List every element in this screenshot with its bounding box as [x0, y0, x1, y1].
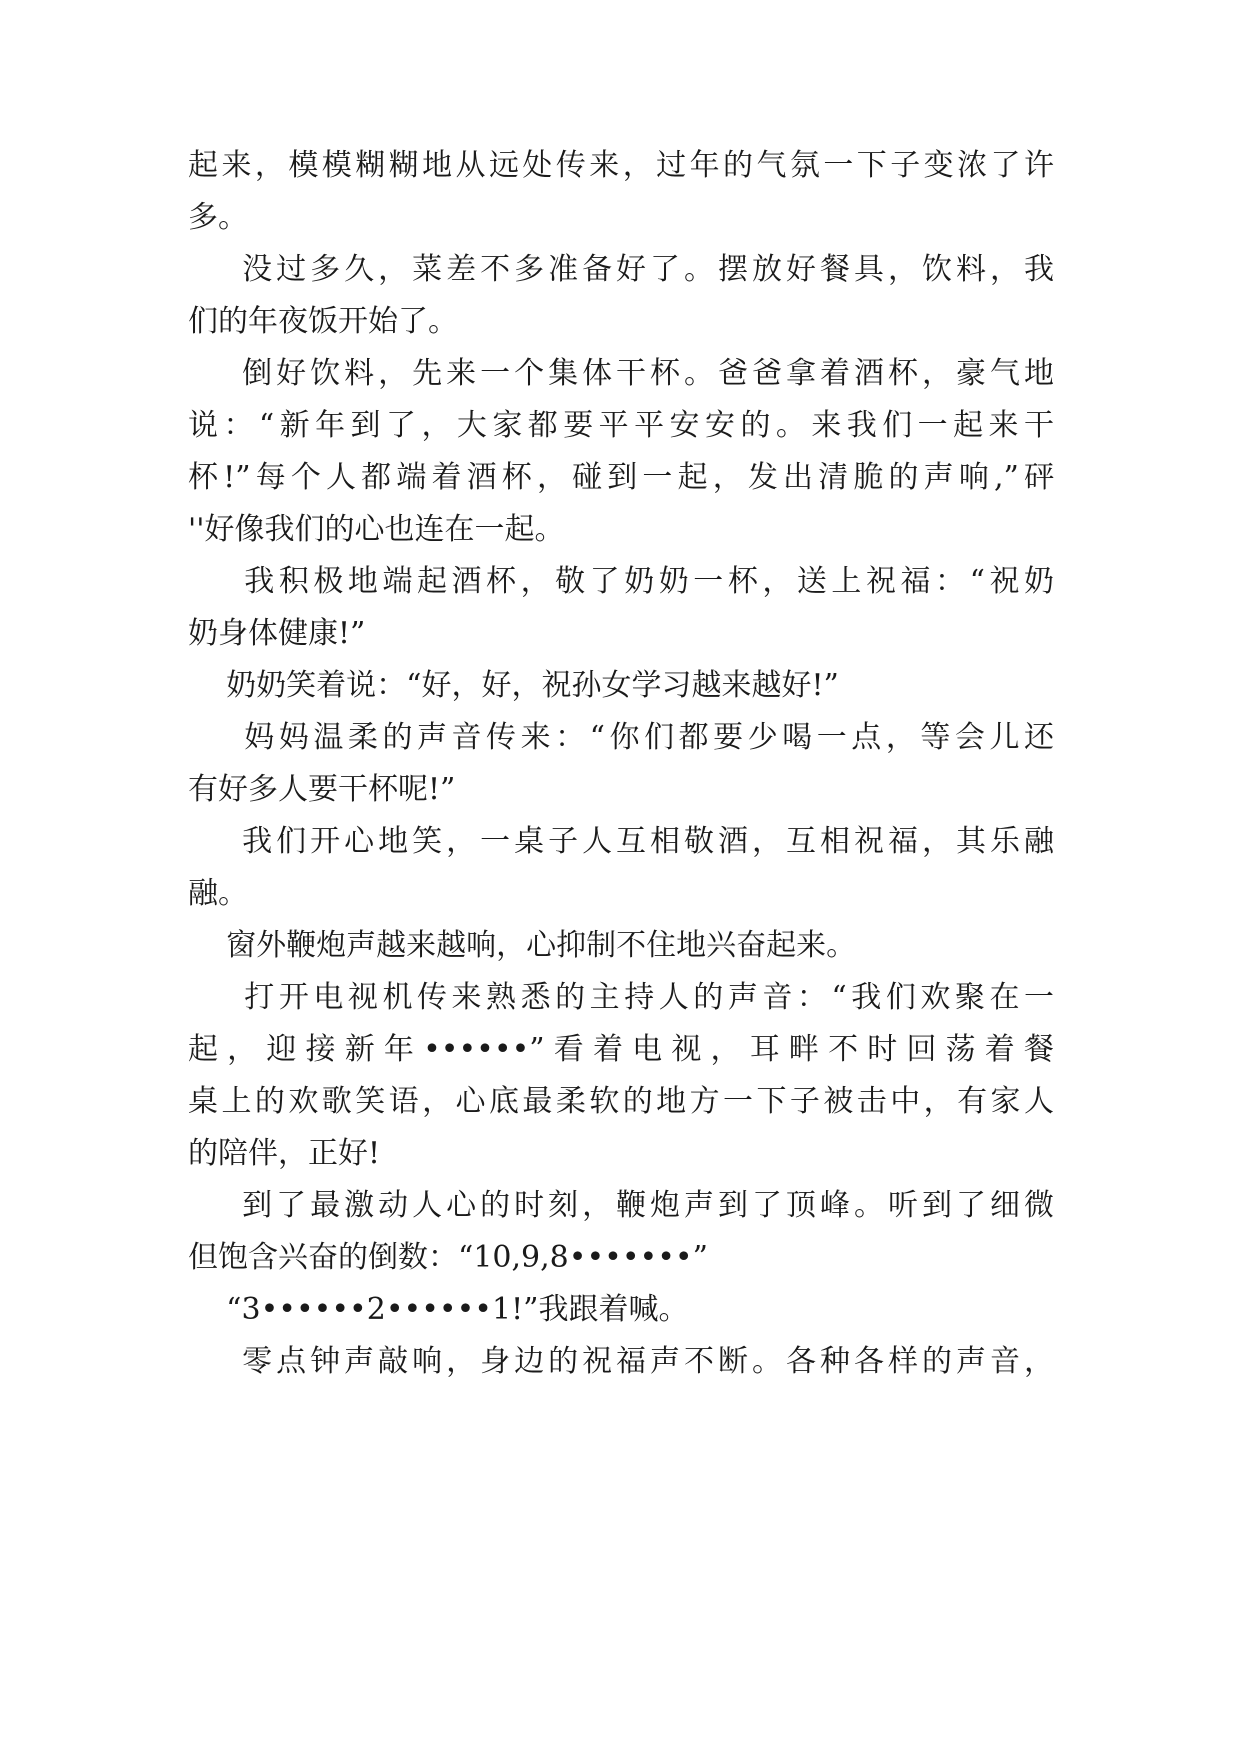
text-line: 的陪伴，正好!	[188, 1136, 381, 1171]
text-line: 我积极地端起酒杯，敬了奶奶一杯，送上祝福：“祝奶	[188, 564, 1054, 599]
text-line: 说：“新年到了，大家都要平平安安的。来我们一起来干	[188, 408, 1054, 443]
text-line: 们的年夜饭开始了。	[188, 304, 458, 339]
text-line: 杯!”每个人都端着酒杯，碰到一起，发出清脆的声响,”砰	[188, 460, 1054, 495]
text-line: 起来，模模糊糊地从远处传来，过年的气氛一下子变浓了许	[188, 148, 1054, 183]
text-line: 我们开心地笑，一桌子人互相敬酒，互相祝福，其乐融	[188, 824, 1054, 859]
text-line: 窗外鞭炮声越来越响，心抑制不住地兴奋起来。	[188, 928, 857, 963]
text-line: 零点钟声敲响，身边的祝福声不断。各种各样的声音，	[188, 1344, 1054, 1379]
text-line: 多。	[188, 200, 248, 235]
text-line: 融。	[188, 876, 248, 911]
text-line: 桌上的欢歌笑语，心底最柔软的地方一下子被击中，有家人	[188, 1084, 1054, 1119]
text-line: 倒好饮料，先来一个集体干杯。爸爸拿着酒杯，豪气地	[188, 356, 1054, 391]
text-line: ''好像我们的心也连在一起。	[188, 512, 565, 547]
text-line: 奶身体健康!”	[188, 616, 366, 651]
text-line: 妈妈温柔的声音传来：“你们都要少喝一点，等会儿还	[188, 720, 1054, 755]
text-line: 没过多久，菜差不多准备好了。摆放好餐具，饮料，我	[188, 252, 1054, 287]
text-line: 但饱含兴奋的倒数：“10,9,8•••••••”	[188, 1240, 708, 1275]
text-line: 打开电视机传来熟悉的主持人的声音：“我们欢聚在一	[188, 980, 1054, 1015]
text-line: 起，迎接新年••••••”看着电视，耳畔不时回荡着餐	[188, 1032, 1054, 1067]
text-line: 奶奶笑着说：“好，好，祝孙女学习越来越好!”	[188, 668, 839, 703]
text-line: 有好多人要干杯呢!”	[188, 772, 456, 807]
text-line: “3••••••2••••••1!”我跟着喊。	[188, 1292, 689, 1327]
text-line: 到了最激动人心的时刻，鞭炮声到了顶峰。听到了细微	[188, 1188, 1054, 1223]
